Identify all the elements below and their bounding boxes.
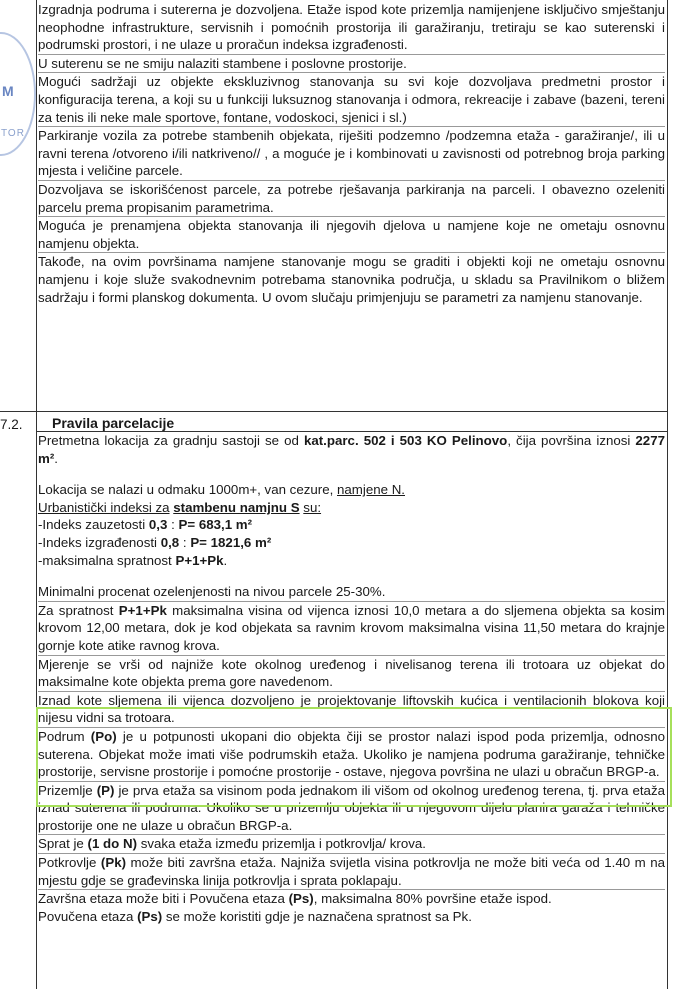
stamp-text: TOR	[1, 128, 25, 139]
paragraph-ostali-objekti: Takođe, na ovim površinama namjene stanovanje mogu se graditi i objekti koji ne ometaju osnovnu namjenu i koje služe svakodnevnim potrebama stanovnika područja, u skladu sa Pravilnikom o bližem sadržaju i formi planskog dokumenta. U ovom slučaju primjenjuju se parametri za namjenu stanovanje.	[38, 254, 665, 305]
zavrsna-code: (Ps)	[288, 891, 314, 907]
potkrovlje-code: (Pk)	[100, 855, 127, 871]
paragraph-podrum	[38, 727, 665, 781]
paragraph-prizemlje	[38, 781, 665, 835]
max-floors-value: P+1+Pk	[175, 552, 224, 568]
prizemlje-term: Prizemlje	[38, 782, 93, 798]
povucena-term: Povučena etaza	[38, 908, 134, 924]
section-divider	[0, 411, 668, 412]
paragraph-sprat	[38, 834, 665, 853]
indices-use: stambenu namjnu S	[173, 499, 300, 515]
paragraph-indeksi	[38, 499, 665, 517]
paragraph-suteren-zabrana: U suterenu se ne smiju nalaziti stambene i poslovne prostorije.	[38, 54, 665, 73]
location-text: Pretmetna lokacija za gradnju sastoji se od	[38, 433, 299, 448]
index-occupancy-label: -Indeks zauzetosti	[38, 517, 146, 533]
spacer	[38, 467, 665, 481]
paragraph-mjerenje: Mjerenje se vrši od najniže kote okolnog uređenog i nivelisanog terena ili trotoara uz objekat do maksimalne kote objekta prema gore navedenom.	[38, 656, 665, 690]
max-floors-dot: .	[223, 552, 228, 568]
location-text-2: , čija površina iznosi	[507, 433, 631, 448]
paragraph-odmak	[38, 481, 665, 499]
section-title: Pravila parcelacije	[52, 415, 175, 431]
podrum-term: Podrum	[38, 728, 85, 744]
povucena-text: se može koristiti gdje je naznačena spratnost sa Pk.	[165, 908, 472, 924]
index-occupancy-area: P= 683,1 m²	[178, 517, 253, 533]
indices-heading: Urbanistički indeksi za	[38, 499, 170, 515]
paragraph-sadrzaji: Mogući sadržaji uz objekte ekskluzivnog stanovanja su svi koje dozvoljava predmetni prostor i konfiguracija terena, a koji su u funkciji luksuznog stanovanja i odmora, rekreacije i zabave (bazeni, tereni za tenis ili neke male sportove, fontane, vodoskoci, sjenici i sl.)	[38, 74, 665, 125]
prizemlje-text: je prva etaža sa visinom poda jednakom ili višom od okolnog uređenog terena, tj. prva etaža iznad suterena ili podruma. Ukoliko se u prizemlju objekta ili u njegovom dijelu planira garaža i tehničke prostorije one ne ulaze u obračun BRGP-a.	[38, 782, 665, 833]
index-built-value: 0,8	[160, 534, 180, 550]
parcel-area: 2277 m²	[38, 433, 665, 466]
height-floors: P+1+Pk	[118, 602, 167, 618]
paragraph-ozelenjenost: Minimalni procenat ozelenjenosti na nivou parcele 25-30%.	[38, 584, 386, 600]
height-text-2: maksimalna visina od vijenca iznosi 10,0 metara a do sljemena objekta sa kosim krovom 12,00 metara, dok je kod objekata sa ravnim krovom maksimalna visina 11,50 metara do krajnje gornje kote atike ravnog krova.	[38, 602, 666, 653]
index-built-label: -Indeks izgrađenosti	[38, 534, 157, 550]
table-right-border	[667, 0, 668, 989]
podrum-text: je u potpunosti ukopani dio objekta čiji se prostor nalazi ispod poda prizemlja, odnosno suterena. Objekat može imati više podrumskih etaža. Ukoliko je namjena podruma garažiranje, tehničke prostorije, servisne prostorije i pomoćne prostorije - ostave, njegova površina ne ulazi u obračun BRGP-a.	[38, 728, 666, 780]
offset-text: Lokacija se nalazi u odmaku 1000m+, van cezure,	[38, 482, 334, 498]
stamp-letter: M	[2, 83, 14, 99]
prizemlje-code: (P)	[96, 782, 115, 798]
potkrovlje-text: može biti završna etaža. Najniža svijetla visina potkrovlja ne može biti veća od 1.40 m na mjestu gdje se građevinska linija potkrovlja i sprata poklapaju.	[38, 855, 665, 888]
paragraph-potkrovlje	[38, 853, 665, 889]
zone-name: namjene N.	[337, 482, 405, 498]
spacer	[38, 569, 665, 583]
max-floors	[38, 552, 665, 570]
podrum-code: (Po)	[90, 728, 117, 744]
index-occupancy-colon: :	[171, 517, 175, 533]
section-number: 7.2.	[0, 417, 23, 432]
sprat-term: Sprat je	[38, 836, 84, 852]
paragraph-parkiranje: Parkiranje vozila za potrebe stambenih objekata, riješiti podzemno /podzemna etaža - garažiranje/, ili u ravni terena /otvoreno i/ili natkriveno// , a moguće je i kombinovati u zavisnosti od potrebnog broja parking mjesta i veličine parcele.	[38, 128, 665, 179]
sprat-code: (1 do N)	[87, 836, 138, 852]
cadastral-parcels: kat.parc. 502 i 503 KO Pelinovo	[303, 433, 508, 448]
potkrovlje-term: Potkrovlje	[38, 855, 97, 871]
zavrsna-term: Završna etaza može biti i Povučena etaza	[38, 891, 285, 907]
paragraph-prenamjena: Moguća je prenamjena objekta stanovanja ili njegovih djelova u namjene koje ne ometaju osnovnu namjenu objekta.	[38, 218, 665, 251]
index-built	[38, 534, 665, 552]
paragraph-suteren-podrum: Izgradnja podruma i sutererna je dozvoljena. Etaže ispod kote prizemlja namijenjene isključivo smještanju neophodne infrastrukture, servisnih i pomoćnih prostorija ili garažiranju, tretiraju se kao suterenski i podrumski prostori, i ne ulaze u proračun indeksa izgrađenosti.	[38, 2, 665, 53]
paragraph-povucena-etaza	[38, 908, 665, 926]
section-body	[38, 432, 665, 925]
location-text-3: .	[54, 450, 58, 466]
paragraph-zavrsna-etaza	[38, 889, 665, 908]
top-text-block	[38, 1, 665, 306]
index-occupancy	[38, 516, 665, 534]
paragraph-lokacija	[38, 432, 665, 467]
index-built-colon: :	[182, 534, 187, 550]
paragraph-iskoriscenost: Dozvoljava se iskorišćenost parcele, za potrebe rješavanja parkiranja na parceli. I obavezno ozeleniti parcelu prema propisanim parametrima.	[38, 181, 665, 215]
height-text-1: Za spratnost	[38, 602, 114, 618]
paragraph-visina	[38, 601, 665, 655]
table-left-border	[36, 0, 37, 989]
sprat-text: svaka etaža između prizemlja i potkrovlja/ krova.	[140, 836, 426, 852]
indices-su: su:	[303, 499, 322, 515]
index-occupancy-value: 0,3	[148, 517, 168, 533]
index-built-area: P= 1821,6 m²	[190, 534, 272, 550]
paragraph-iznad-sljemena: Iznad kote sljemena ili vijenca dozvoljeno je projektovanje liftovskih kućica i ventilacionih blokova koji nijesu vidni sa trotoara.	[38, 692, 665, 726]
max-floors-label: -maksimalna spratnost	[38, 552, 172, 568]
zavrsna-text: , maksimalna 80% površine etaže ispod.	[313, 891, 552, 907]
povucena-code: (Ps)	[137, 908, 163, 924]
